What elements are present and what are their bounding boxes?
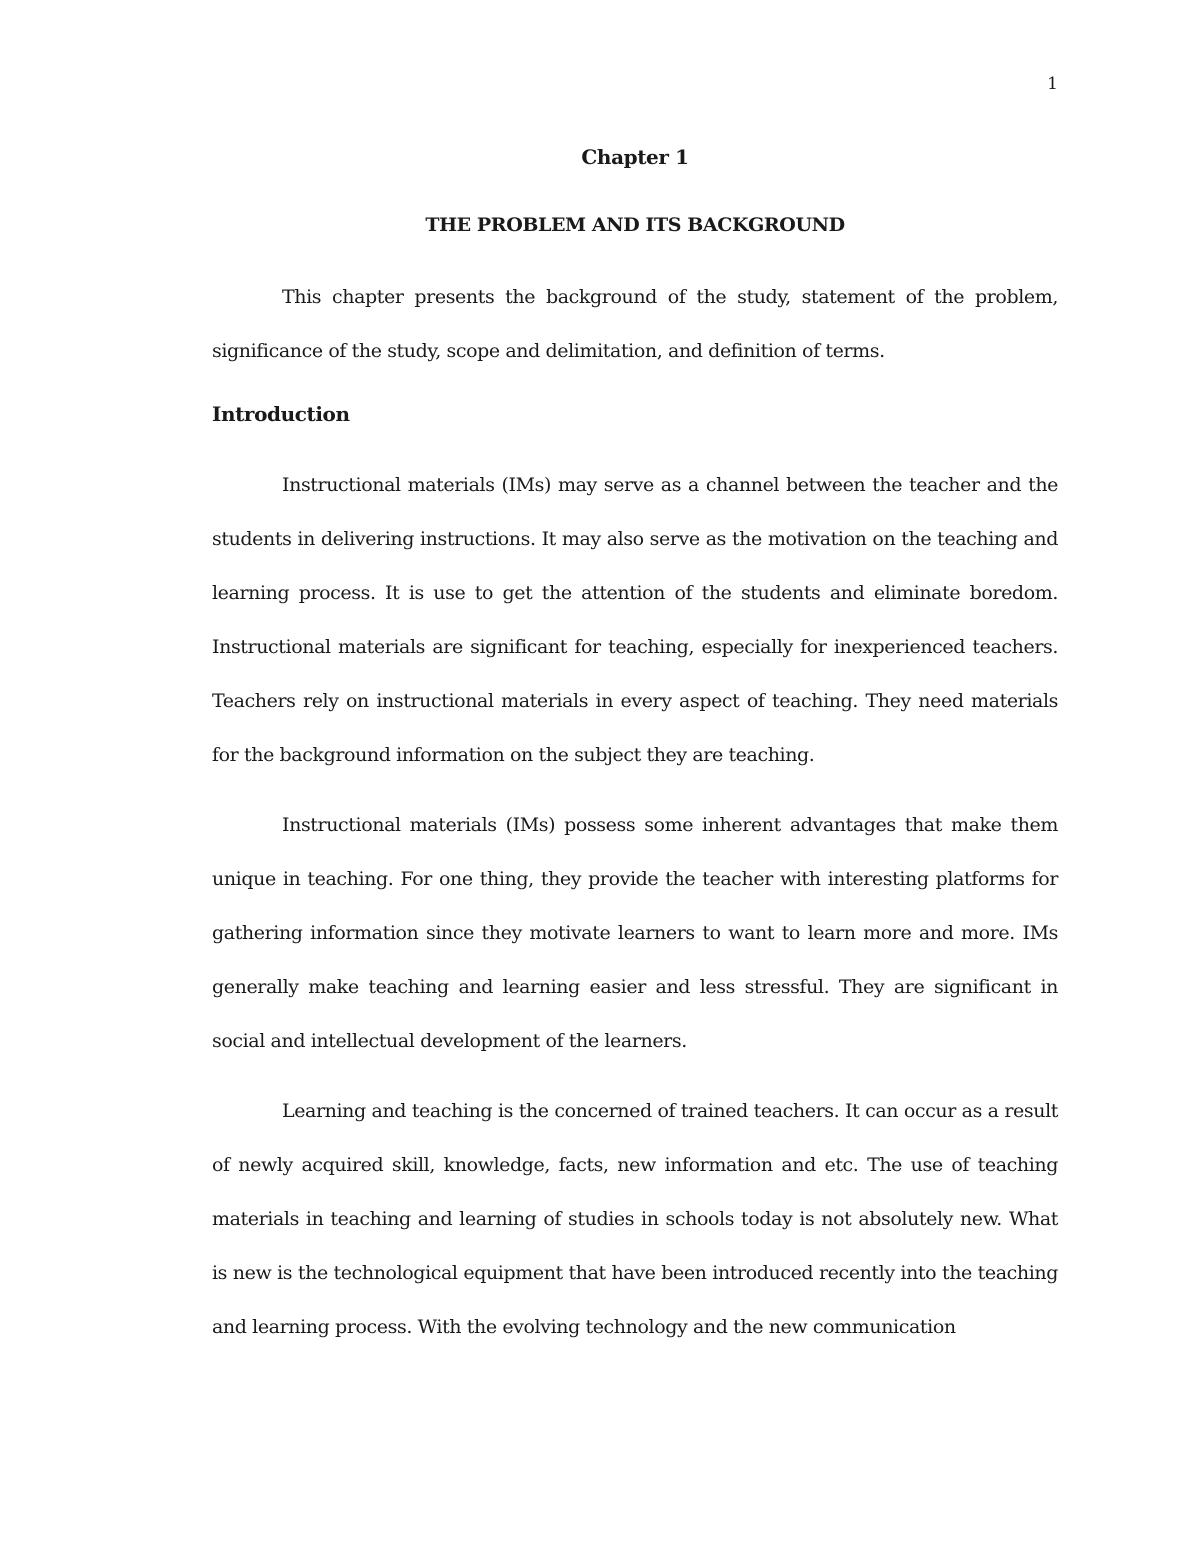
chapter-label: Chapter 1 <box>581 145 689 169</box>
body-paragraph: Instructional materials (IMs) possess some inherent advantages that make them unique in teaching. For one thing, they provide the teacher with interesting platforms for gathering information since they motivate learners to want to learn more and more. IMs generally make teaching and learning easier and less stressful. They are significant in social and intellectual development of the learners. <box>212 814 1058 1052</box>
page-number: 1 <box>1047 74 1058 94</box>
section-heading-introduction: Introduction <box>212 402 350 426</box>
page-content <box>212 140 1058 1354</box>
chapter-intro-paragraph: This chapter presents the background of the study, statement of the problem, significance of the study, scope and delimitation, and definition of terms. <box>212 286 1058 362</box>
chapter-title: THE PROBLEM AND ITS BACKGROUND <box>425 214 845 236</box>
body-paragraph: Learning and teaching is the concerned of trained teachers. It can occur as a result of newly acquired skill, knowledge, facts, new information and etc. The use of teaching materials in teaching and learning of studies in schools today is not absolutely new. What is new is the technological equipment that have been introduced recently into the teaching and learning process. With the evolving technology and the new communication <box>212 1100 1058 1338</box>
body-paragraph: Instructional materials (IMs) may serve as a channel between the teacher and the students in delivering instructions. It may also serve as the motivation on the teaching and learning process. It is use to get the attention of the students and eliminate boredom. Instructional materials are significant for teaching, especially for inexperienced teachers. Teachers rely on instructional materials in every aspect of teaching. They need materials for the background information on the subject they are teaching. <box>212 474 1058 766</box>
